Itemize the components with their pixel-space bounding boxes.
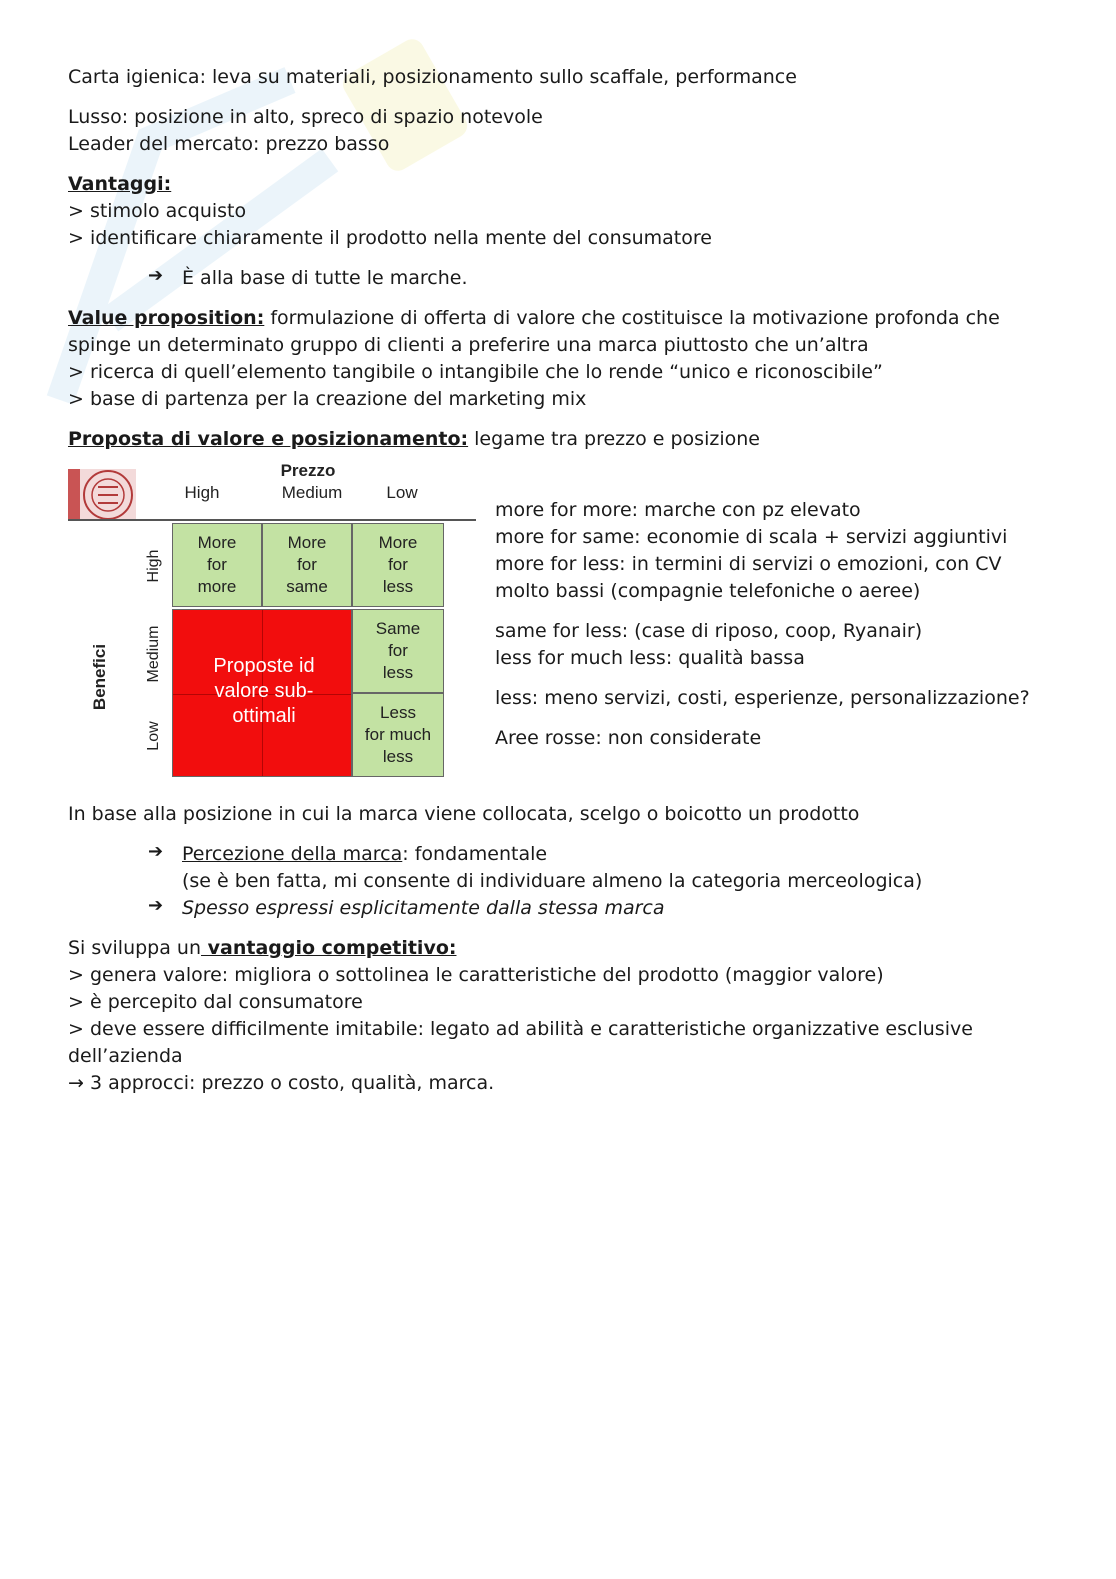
vantaggi-item: > identificare chiaramente il prodotto nella mente del consumatore <box>68 227 712 249</box>
note-more-for-less: more for less: in termini di servizi o emozioni, con CV molto bassi (compagnie telefoniche o aeree) <box>495 553 1002 602</box>
vantaggio-heading <box>68 935 1058 962</box>
benefit-row-high: High <box>145 549 162 583</box>
intro-line-3: Leader del mercato: prezzo basso <box>68 133 390 155</box>
cell-text: more <box>197 577 237 596</box>
vantaggi-heading <box>68 171 1058 198</box>
cell-text: same <box>286 577 328 596</box>
value-proposition-matrix <box>68 461 478 791</box>
benefit-axis-title: Benefici <box>90 643 109 711</box>
matrix-notes <box>495 497 1055 752</box>
cell-text: More <box>197 533 237 552</box>
vantaggio-item: → 3 approcci: prezzo o costo, qualità, marca. <box>68 1072 495 1094</box>
vantaggio-prefix: Si sviluppa un <box>68 937 202 959</box>
cell-text: for <box>388 641 408 660</box>
intro-line-2: Lusso: posizione in alto, spreco di spazio notevole <box>68 106 543 128</box>
note-less-for-much-less: less for much less: qualità bassa <box>495 647 805 669</box>
price-col-high: High <box>184 483 220 502</box>
cell-text: Same <box>375 619 421 638</box>
arrow-right-icon: ➔ <box>148 265 164 286</box>
cell-more-for-more <box>172 523 262 607</box>
cell-text: for <box>388 555 408 574</box>
note-less: less: meno servizi, costi, esperienze, personalizzazione? <box>495 687 1030 709</box>
vantaggi-title: Vantaggi: <box>68 173 172 195</box>
perception-line <box>182 841 922 868</box>
suboptimal-area <box>172 609 352 777</box>
value-prop-item: > ricerca di quell’elemento tangibile o intangibile che lo rende “unico e riconoscibile” <box>68 361 883 383</box>
perception-text: : fondamentale <box>402 843 548 865</box>
price-col-medium: Medium <box>281 483 343 502</box>
explicit-text: Spesso espressi esplicitamente dalla stessa marca <box>182 897 665 919</box>
note-same-for-less: same for less: (case di riposo, coop, Ryanair) <box>495 620 923 642</box>
note-more-for-same: more for same: economie di scala + servizi aggiuntivi <box>495 526 1008 548</box>
proposta-title: Proposta di valore e posizionamento: <box>68 428 469 450</box>
after-matrix-line: In base alla posizione in cui la marca viene collocata, scelgo o boicotto un prodotto <box>68 803 860 825</box>
cell-text: less <box>382 577 414 596</box>
price-col-low: Low <box>386 483 418 502</box>
intro-line-1: Carta igienica: leva su materiali, posizionamento sullo scaffale, performance <box>68 66 797 88</box>
cell-text: More <box>378 533 418 552</box>
perception-title: Percezione della marca <box>182 843 403 865</box>
document-page <box>68 64 1058 1097</box>
cell-text: for <box>207 555 227 574</box>
note-more-for-more: more for more: marche con pz elevato <box>495 499 861 521</box>
header-divider <box>68 519 476 521</box>
cell-text: More <box>287 533 327 552</box>
cell-text: for <box>297 555 317 574</box>
cell-more-for-same <box>262 523 352 607</box>
vantaggi-item: > stimolo acquisto <box>68 200 247 222</box>
vantaggio-title: vantaggio competitivo: <box>201 937 457 959</box>
suboptimal-text: valore sub- <box>214 680 314 702</box>
arrow-right-icon: ➔ <box>148 841 164 862</box>
university-seal-icon <box>68 469 136 521</box>
value-prop-title: Value proposition: <box>68 307 265 329</box>
vantaggio-item: > genera valore: migliora o sottolinea le caratteristiche del prodotto (maggior valore) <box>68 964 884 986</box>
suboptimal-text: Proposte id <box>213 655 315 677</box>
cell-same-for-less <box>352 609 444 693</box>
cell-less-for-much-less <box>352 693 444 777</box>
vantaggio-item: > deve essere difficilmente imitabile: legato ad abilità e caratteristiche organizzative esclusive dell’azienda <box>68 1018 973 1067</box>
cell-text: less <box>382 747 414 766</box>
arrow-note-text: È alla base di tutte le marche. <box>182 267 468 289</box>
arrow-item-perception <box>148 841 1058 895</box>
value-prop-text: formulazione di offerta di valore che costituisce la motivazione profonda che spinge un determinato gruppo di clienti a preferire una marca piuttosto che un’altra <box>68 307 1000 356</box>
arrow-right-icon: ➔ <box>148 895 164 916</box>
proposta-text: legame tra prezzo e posizione <box>468 428 760 450</box>
cell-text: less <box>382 663 414 682</box>
proposta-paragraph <box>68 426 1058 453</box>
suboptimal-label <box>183 654 345 729</box>
vantaggi-arrow-note <box>148 265 1058 292</box>
suboptimal-text: ottimali <box>232 705 296 727</box>
arrow-item-explicit <box>148 895 1058 922</box>
benefit-row-low: Low <box>145 721 162 751</box>
value-prop-item: > base di partenza per la creazione del marketing mix <box>68 388 587 410</box>
value-prop-paragraph <box>68 305 1058 359</box>
positioning-figure <box>68 461 1058 801</box>
cell-more-for-less <box>352 523 444 607</box>
vantaggio-item: > è percepito dal consumatore <box>68 991 363 1013</box>
perception-sub: (se è ben fatta, mi consente di individuare almeno la categoria merceologica) <box>182 870 923 892</box>
cell-text: Less <box>380 703 416 722</box>
benefit-row-medium: Medium <box>145 625 162 683</box>
cell-text: for much <box>364 725 432 744</box>
price-axis-title: Prezzo <box>280 461 336 480</box>
note-red-areas: Aree rosse: non considerate <box>495 727 762 749</box>
